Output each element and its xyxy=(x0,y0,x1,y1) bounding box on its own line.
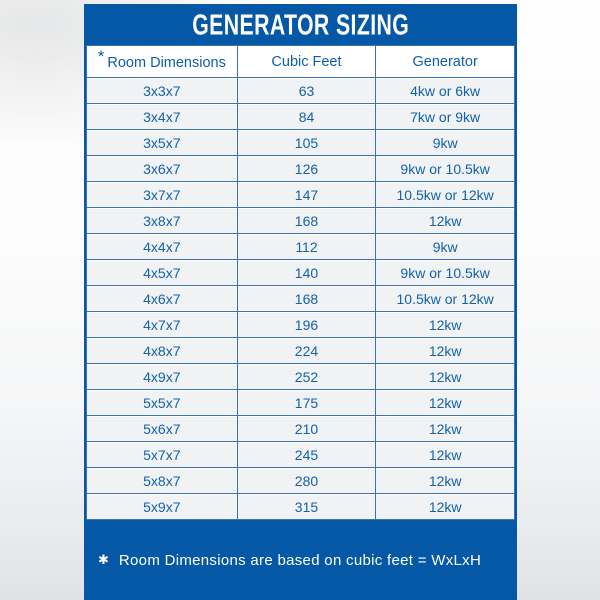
table-row xyxy=(87,390,515,416)
cubic-feet-cell: 175 xyxy=(237,390,376,416)
generator-cell: 12kw xyxy=(376,442,515,468)
generator-cell: 4kw or 6kw xyxy=(376,78,515,104)
generator-cell: 9kw or 10.5kw xyxy=(376,156,515,182)
column-header-generator: Generator xyxy=(376,46,515,78)
table-row xyxy=(87,416,515,442)
cubic-feet-cell: 224 xyxy=(237,338,376,364)
generator-cell: 12kw xyxy=(376,390,515,416)
room-dimensions-cell: 5x5x7 xyxy=(87,390,238,416)
title-bar xyxy=(84,4,517,45)
asterisk-icon: ✱ xyxy=(98,552,109,567)
room-dimensions-cell: 5x9x7 xyxy=(87,494,238,520)
table-row xyxy=(87,286,515,312)
cubic-feet-cell: 245 xyxy=(237,442,376,468)
table-row xyxy=(87,208,515,234)
room-dimensions-cell: 3x5x7 xyxy=(87,130,238,156)
cubic-feet-cell: 63 xyxy=(237,78,376,104)
table-wrap xyxy=(84,45,517,520)
cubic-feet-cell: 105 xyxy=(237,130,376,156)
column-header-cubic-feet: Cubic Feet xyxy=(237,46,376,78)
header-row xyxy=(87,46,515,78)
room-dimensions-cell: 5x8x7 xyxy=(87,468,238,494)
table-row xyxy=(87,442,515,468)
cubic-feet-cell: 84 xyxy=(237,104,376,130)
cubic-feet-cell: 210 xyxy=(237,416,376,442)
cubic-feet-cell: 147 xyxy=(237,182,376,208)
sizing-table xyxy=(86,45,515,520)
table-row xyxy=(87,130,515,156)
table-row xyxy=(87,104,515,130)
generator-cell: 12kw xyxy=(376,468,515,494)
page-title: GENERATOR SIZING xyxy=(192,7,409,41)
table-row xyxy=(87,312,515,338)
table-row xyxy=(87,494,515,520)
table-row xyxy=(87,364,515,390)
room-dimensions-cell: 4x7x7 xyxy=(87,312,238,338)
asterisk-marker: * xyxy=(97,46,105,66)
generator-cell: 12kw xyxy=(376,364,515,390)
room-dimensions-cell: 5x7x7 xyxy=(87,442,238,468)
room-dimensions-cell: 4x6x7 xyxy=(87,286,238,312)
cubic-feet-cell: 252 xyxy=(237,364,376,390)
cubic-feet-cell: 126 xyxy=(237,156,376,182)
cubic-feet-cell: 280 xyxy=(237,468,376,494)
generator-cell: 9kw xyxy=(376,234,515,260)
column-header-label: Room Dimensions xyxy=(107,54,226,71)
table-row xyxy=(87,468,515,494)
room-dimensions-cell: 3x3x7 xyxy=(87,78,238,104)
table-row xyxy=(87,260,515,286)
room-dimensions-cell: 4x4x7 xyxy=(87,234,238,260)
cubic-feet-cell: 112 xyxy=(237,234,376,260)
generator-cell: 9kw or 10.5kw xyxy=(376,260,515,286)
table-row xyxy=(87,338,515,364)
generator-cell: 12kw xyxy=(376,416,515,442)
column-header-room-dimensions xyxy=(87,46,238,78)
room-dimensions-cell: 4x9x7 xyxy=(87,364,238,390)
footnote-text: Room Dimensions are based on cubic feet = WxLxH xyxy=(118,551,482,569)
generator-cell: 12kw xyxy=(376,338,515,364)
generator-cell: 9kw xyxy=(376,130,515,156)
room-dimensions-cell: 4x8x7 xyxy=(87,338,238,364)
generator-sizing-card xyxy=(84,4,517,600)
table-header xyxy=(87,46,515,78)
generator-cell: 12kw xyxy=(376,312,515,338)
room-dimensions-cell: 5x6x7 xyxy=(87,416,238,442)
cubic-feet-cell: 168 xyxy=(237,286,376,312)
table-row xyxy=(87,78,515,104)
table-body xyxy=(87,78,515,520)
room-dimensions-cell: 3x7x7 xyxy=(87,182,238,208)
cubic-feet-cell: 168 xyxy=(237,208,376,234)
generator-cell: 10.5kw or 12kw xyxy=(376,182,515,208)
cubic-feet-cell: 196 xyxy=(237,312,376,338)
room-dimensions-cell: 3x4x7 xyxy=(87,104,238,130)
table-row xyxy=(87,182,515,208)
cubic-feet-cell: 140 xyxy=(237,260,376,286)
cubic-feet-cell: 315 xyxy=(237,494,376,520)
table-row xyxy=(87,156,515,182)
generator-cell: 7kw or 9kw xyxy=(376,104,515,130)
footnote xyxy=(84,520,517,600)
generator-cell: 10.5kw or 12kw xyxy=(376,286,515,312)
generator-cell: 12kw xyxy=(376,494,515,520)
table-row xyxy=(87,234,515,260)
room-dimensions-cell: 3x8x7 xyxy=(87,208,238,234)
room-dimensions-cell: 4x5x7 xyxy=(87,260,238,286)
generator-cell: 12kw xyxy=(376,208,515,234)
room-dimensions-cell: 3x6x7 xyxy=(87,156,238,182)
